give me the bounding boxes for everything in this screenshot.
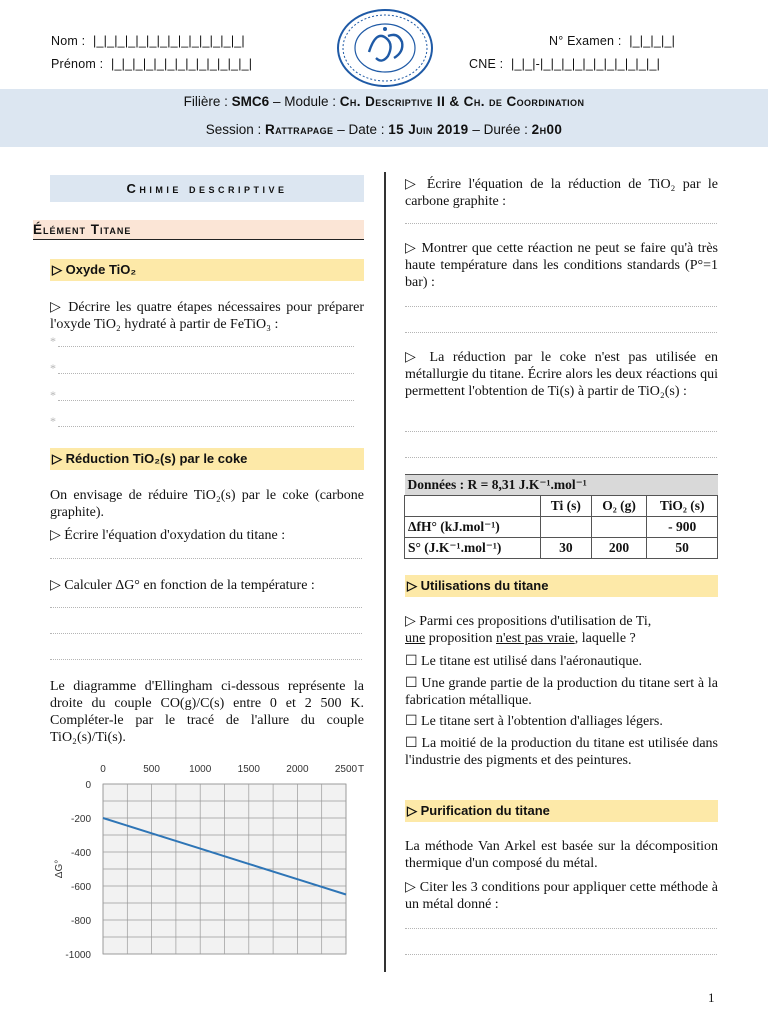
question-oxydation: ▷ Écrire l'équation d'oxydation du titane : (50, 528, 286, 543)
option-checkbox[interactable]: ☐ Le titane est utilisé dans l'aéronautique. (405, 654, 643, 669)
answer-line[interactable] (405, 332, 717, 333)
prenom-boxes[interactable]: |_|_|_|_|_|_|_|_|_|_|_|_|_| (111, 57, 253, 71)
y-tick-label: -200 (70, 814, 91, 825)
y-axis-label: ΔG° (54, 859, 65, 879)
answer-line[interactable] (58, 346, 354, 347)
x-tick-label: 2500 (334, 764, 358, 775)
module-label: – Module : (272, 94, 336, 109)
x-tick-label: 2000 (286, 764, 309, 775)
option-checkbox[interactable]: ☐ La moitié de la production du titane est utilisée dans l'industrie des pigments et des peintures. (405, 736, 718, 768)
cne-label: CNE : (469, 57, 504, 71)
y-tick-label: -400 (70, 848, 91, 859)
filiere-value: SMC6 (231, 94, 270, 109)
question-deux-reactions: ▷ La réduction par le coke n'est pas utilisée en métallurgie du titane. Écrire alors les deux réactions qui permettent l'obtention de Ti(s) à partir de TiO₂(s) : (405, 350, 718, 399)
option-checkbox[interactable]: ☐ Une grande partie de la production du titane sert à la fabrication métallique. (405, 676, 718, 708)
examen-label: N° Examen : (549, 34, 622, 48)
table-header-tio2: TiO₂ (s) (647, 496, 718, 517)
data-table (404, 474, 718, 559)
duree-label: – Durée : (472, 122, 528, 137)
answer-line[interactable] (58, 373, 354, 374)
van-arkel-text: La méthode Van Arkel est basée sur la décomposition thermique d'un composé du métal. (405, 839, 718, 871)
section-purification: ▷ Purification du titane (405, 800, 718, 822)
answer-line[interactable] (58, 426, 354, 427)
nom-boxes[interactable]: |_|_|_|_|_|_|_|_|_|_|_|_|_|_| (93, 34, 245, 48)
ellingham-text: Le diagramme d'Ellingham ci-dessous représente la droite du couple CO(g)/C(s) entre 0 et 2 500 K. Compléter-le par le tracé de l'allure du couple TiO₂(s)/Ti(s). (50, 679, 364, 745)
x-tick-label: 0 (100, 764, 106, 775)
column-divider (384, 172, 386, 972)
question-utilisations-b2: proposition (425, 631, 496, 646)
question-delta-g: ▷ Calculer ΔG° en fonction de la température : (50, 578, 315, 593)
y-tick-label: -600 (70, 882, 91, 893)
row-label-enthalpy: ΔfH° (kJ.mol⁻¹) (405, 517, 541, 538)
cne-field[interactable] (469, 57, 660, 71)
option-checkbox[interactable]: ☐ Le titane sert à l'obtention d'alliages légers. (405, 714, 663, 729)
examen-field[interactable] (549, 34, 675, 48)
star-bullet: * (50, 334, 56, 348)
question-utilisations (405, 613, 718, 647)
session-label: Session : (205, 122, 262, 137)
cell-enthalpy-o2 (591, 517, 647, 538)
answer-line[interactable] (405, 223, 717, 224)
answer-line[interactable] (405, 306, 717, 307)
cell-enthalpy-tio2: - 900 (647, 517, 718, 538)
cell-enthalpy-ti (541, 517, 592, 538)
question-utilisations-une: une (405, 631, 426, 646)
module-value: Ch. Descriptive II & Ch. de Coordination (339, 94, 585, 109)
session-value: Rattrapage (265, 122, 334, 137)
answer-line[interactable] (50, 607, 362, 608)
element-title: Élément Titane (33, 220, 364, 240)
answer-line[interactable] (405, 431, 717, 432)
question-haute-temperature: ▷ Montrer que cette réaction ne peut se faire qu'à très haute température dans les conditions standards (P°=1 bar) : (405, 241, 718, 290)
date-value: 15 Juin 2019 (388, 122, 469, 137)
cell-entropy-ti: 30 (541, 538, 592, 559)
y-tick-label: -800 (70, 916, 91, 927)
reduction-intro: On envisage de réduire TiO₂(s) par le coke (carbone graphite). (50, 488, 364, 520)
module-line (0, 94, 768, 109)
answer-line[interactable] (405, 457, 717, 458)
cell-entropy-o2: 200 (591, 538, 647, 559)
question-conditions: ▷ Citer les 3 conditions pour appliquer cette méthode à un métal donné : (405, 880, 718, 912)
x-axis-label: T (358, 764, 365, 775)
prenom-field[interactable] (51, 57, 252, 71)
table-header-ti: Ti (s) (541, 496, 592, 517)
star-bullet: * (50, 414, 56, 428)
cne-boxes[interactable]: |_|_|-|_|_|_|_|_|_|_|_|_|_|_| (511, 57, 661, 71)
section-reduction-coke: ▷ Réduction TiO₂(s) par le coke (50, 448, 364, 470)
answer-line[interactable] (58, 400, 354, 401)
session-line (0, 122, 768, 137)
question-etapes: ▷ Décrire les quatre étapes nécessaires pour préparer l'oxyde TiO₂ hydraté à partir de FeTiO₃ : (50, 300, 364, 332)
row-label-entropy: S° (J.K⁻¹.mol⁻¹) (405, 538, 541, 559)
university-logo (336, 8, 434, 88)
examen-boxes[interactable]: |_|_|_|_| (629, 34, 676, 48)
section-utilisations: ▷ Utilisations du titane (405, 575, 718, 597)
question-utilisations-pas-vraie: n'est pas vraie (496, 631, 575, 646)
answer-line[interactable] (405, 928, 717, 929)
y-tick-label: -1000 (65, 950, 91, 961)
nom-field[interactable] (51, 34, 245, 48)
table-row (405, 517, 718, 538)
section-oxyde-tio2: ▷ Oxyde TiO₂ (50, 259, 364, 281)
question-utilisations-b4: , laquelle ? (574, 631, 636, 646)
page-number: 1 (708, 990, 715, 1005)
duree-value: 2h00 (531, 122, 563, 137)
date-label: – Date : (337, 122, 385, 137)
answer-line[interactable] (50, 659, 362, 660)
star-bullet: * (50, 361, 56, 375)
table-row (405, 538, 718, 559)
cell-entropy-tio2: 50 (647, 538, 718, 559)
question-reduction-carbone: ▷ Écrire l'équation de la réduction de TiO₂ par le carbone graphite : (405, 177, 718, 209)
table-header-empty (405, 496, 541, 517)
table-header-o2: O₂ (g) (591, 496, 647, 517)
x-tick-label: 1500 (237, 764, 260, 775)
prenom-label: Prénom : (51, 57, 104, 71)
y-tick-label: 0 (85, 780, 91, 791)
question-utilisations-a: ▷ Parmi ces propositions d'utilisation de Ti, (405, 614, 652, 629)
x-tick-label: 1000 (189, 764, 212, 775)
column-title: Chimie descriptive (50, 175, 364, 202)
answer-line[interactable] (50, 558, 362, 559)
nom-label: Nom : (51, 34, 86, 48)
ellingham-chart[interactable] (54, 758, 388, 968)
data-title: Données : R = 8,31 J.K⁻¹.mol⁻¹ (405, 475, 718, 496)
star-bullet: * (50, 388, 56, 402)
x-tick-label: 500 (143, 764, 160, 775)
answer-line[interactable] (405, 954, 717, 955)
filiere-label: Filière : (183, 94, 228, 109)
answer-line[interactable] (50, 633, 362, 634)
